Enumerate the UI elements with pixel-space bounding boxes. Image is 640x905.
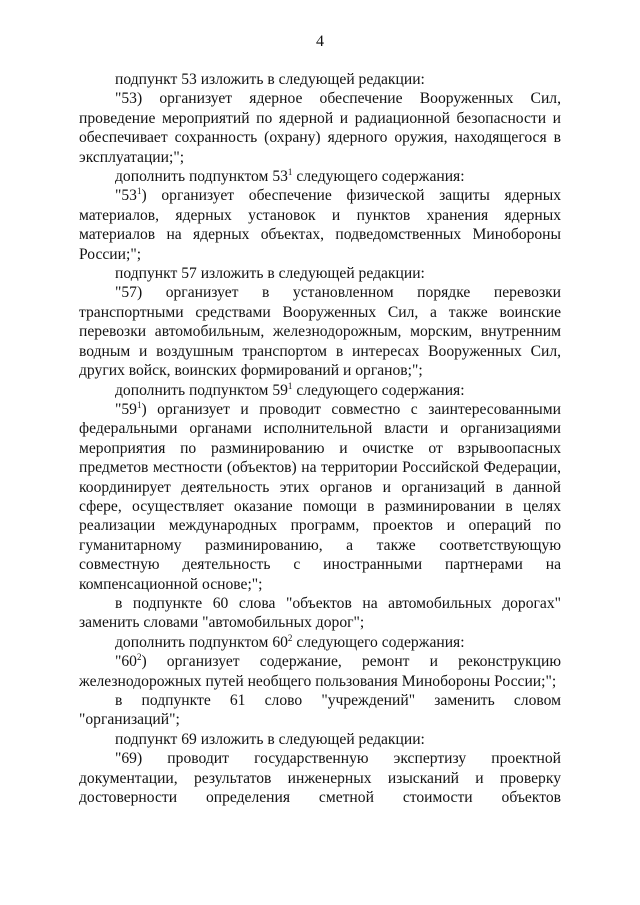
paragraph: "$59^1$) организует и проводит совместно с заинтересованными федеральными органами исполнительной власти и организациями мероприятия по разминированию и очистке от взрывоопасных предметов местности (объектов) на территории Российской Федерации, координирует деятельность этих органов и организаций в данной сфере, осуществляет оказание помощи в разминировании в целях реализации международных программ, проектов и операций по гуманитарному разминированию, а также соответствующую совместную деятельность с иностранными партнерами на компенсационной основе;";	[79, 399, 561, 593]
paragraph: "$60^2$) организует содержание, ремонт и реконструкцию железнодорожных путей необщего пользования Минобороны России;";	[79, 652, 561, 690]
paragraph: дополнить подпунктом $53^1$ следующего содержания:	[115, 167, 465, 186]
paragraph: подпункт 69 изложить в следующей редакции:	[115, 730, 425, 748]
paragraph: подпункт 57 изложить в следующей редакции:	[115, 265, 425, 283]
paragraph: дополнить подпунктом $60^2$ следующего содержания:	[115, 632, 465, 651]
document-body	[79, 70, 561, 807]
paragraph: в подпункте 60 слова "объектов на автомобильных дорогах" заменить словами "автомобильных дорог";	[79, 594, 561, 632]
paragraph: дополнить подпунктом $59^1$ следующего содержания:	[115, 380, 465, 399]
paragraph: "57) организует в установленном порядке перевозки транспортными средствами Вооруженных Сил, а также воинские перевозки автомобильным, железнодорожным, морским, внутренним водным и воздушным транспортом в интересах Вооруженных Сил, других войск, воинских формирований и органов;";	[79, 284, 561, 380]
paragraph: "$53^1$) организует обеспечение физической защиты ядерных материалов, ядерных установок и пунктов хранения ядерных материалов на ядерных объектах, подведомственных Минобороны России;";	[79, 186, 561, 263]
paragraph: подпункт 53 изложить в следующей редакции:	[115, 71, 425, 88]
paragraph: "53) организует ядерное обеспечение Вооруженных Сил, проведение мероприятий по ядерной и радиационной безопасности и обеспечивает сохранность (охрану) ядерного оружия, находящегося в эксплуатации;";	[79, 90, 561, 166]
paragraph-continued: "69) проводит государственную экспертизу проектной документации, результатов инженерных изысканий и проверку достоверности определения сметной стоимости объектов	[79, 750, 561, 807]
page-number: 4	[316, 33, 324, 50]
paragraph: в подпункте 61 слово "учреждений" заменить словом "организаций";	[79, 692, 561, 729]
